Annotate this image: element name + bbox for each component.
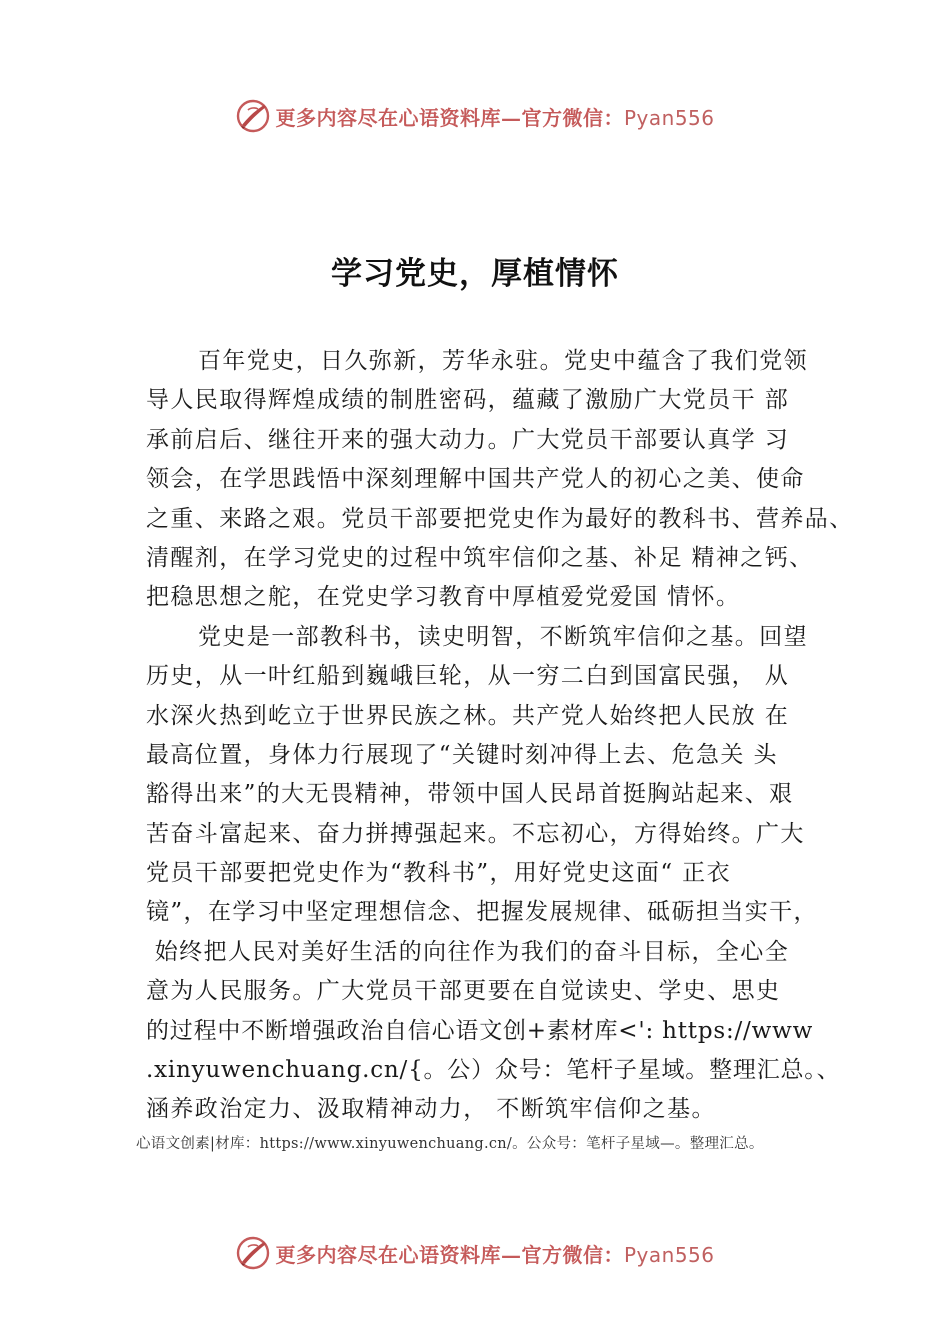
paragraph-2-line: 党员干部要把党史作为“教科书”，用好党史这面“ 正衣 <box>146 860 731 887</box>
article-body <box>146 342 854 1130</box>
paragraph-2-line: 意为人民服务。广大党员干部更要在自觉读史、学史、思史 <box>146 978 781 1005</box>
paragraph-1-line: 百年党史，日久弥新，芳华永驻。党史中蕴含了我们党领 <box>198 348 808 374</box>
paragraph-2-line: 豁得出来”的大无畏精神，带领中国人民昂首挺胸站起来、艰 <box>146 781 794 808</box>
page-title: 学习党史，厚植情怀 <box>331 256 619 292</box>
paragraph-1-line: 之重、来路之艰。党员干部要把党史作为最好的教科书、营养品、 <box>146 505 854 532</box>
paragraph-2-line: 苦奋斗富起来、奋力拼搏强起来。不忘初心，方得始终。广大 <box>146 820 805 847</box>
paragraph-2-line: 最高位置，身体力行展现了“关键时刻冲得上去、危急关 头 <box>146 741 778 768</box>
paragraph-2-line: 党史是一部教科书，读史明智，不断筑牢信仰之基。回望 <box>198 623 808 650</box>
banner-text: 更多内容尽在心语资料库—官方微信：Pyan556 <box>275 105 715 130</box>
paragraph-1-line: 把稳思想之舵，在党史学习教育中厚植爱党爱国 情怀。 <box>146 584 741 611</box>
source-footnote: 心语文创素|材库：https://www.xinyuwenchuang.cn/。公众号：笔杆子星域—。整理汇总。 <box>136 1136 764 1152</box>
banner-account: Pyan556 <box>623 105 715 130</box>
paragraph-2-line: 涵养政治定力、汲取精神动力， 不断筑牢信仰之基。 <box>146 1096 716 1123</box>
paragraph-2-line: 镜”，在学习中坚定理想信念、把握发展规律、砥砺担当实干， <box>146 899 818 926</box>
brush-logo-icon <box>235 98 271 134</box>
paragraph-2-line: 历史，从一叶红船到巍峨巨轮，从一穷二白到国富民强， 从 <box>146 663 790 690</box>
brush-logo-icon <box>235 1235 271 1271</box>
paragraph-1-line: 导人民取得辉煌成绩的制胜密码，蕴藏了激励广大党员干 部 <box>146 387 790 414</box>
paragraph-1-line: 承前启后、继往开来的强大动力。广大党员干部要认真学 习 <box>146 426 790 453</box>
paragraph-2-line: .xinyuwenchuang.cn/{。公）众号：笔杆子星域。整理汇总。、 <box>146 1057 841 1084</box>
banner-account: Pyan556 <box>623 1242 715 1267</box>
header-watermark-banner <box>0 94 950 138</box>
banner-text: 更多内容尽在心语资料库—官方微信：Pyan556 <box>275 1242 715 1267</box>
footer-watermark-banner <box>0 1231 950 1275</box>
paragraph-2-line: 水深火热到屹立于世界民族之林。共产党人始终把人民放 在 <box>146 702 790 729</box>
paragraph-2-line: 的过程中不断增强政治自信心语文创+素材库<': https://www <box>146 1017 814 1044</box>
paragraph-1-line: 领会，在学思践悟中深刻理解中国共产党人的初心之美、使命 <box>146 466 805 493</box>
paragraph-1-line: 清醒剂，在学习党史的过程中筑牢信仰之基、补足 精神之钙、 <box>146 544 814 571</box>
paragraph-2-line: 始终把人民对美好生活的向往作为我们的奋斗目标，全心全 <box>146 938 790 965</box>
